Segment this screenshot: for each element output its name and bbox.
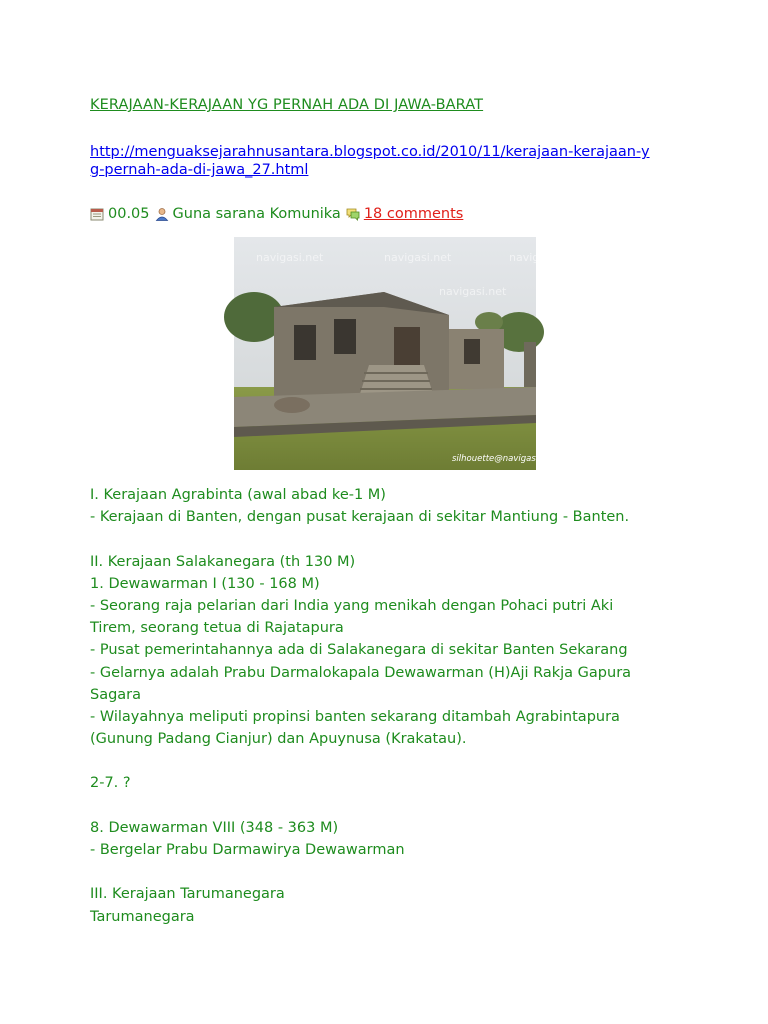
- text-line: Tirem, seorang tetua di Rajatapura: [90, 620, 344, 637]
- post-author[interactable]: Guna sarana Komunika: [172, 206, 341, 222]
- blank-line: [90, 861, 730, 883]
- text-line: 8. Dewawarman VIII (348 - 363 M): [90, 819, 339, 836]
- text-line: - Bergelar Prabu Darmawirya Dewawarman: [90, 842, 405, 858]
- article-body: [90, 484, 730, 928]
- text-line: - Gelarnya adalah Prabu Darmalokapala Dewawarman (H)Aji Rakja Gapura: [90, 664, 632, 681]
- blank-line: [90, 528, 730, 550]
- text-line: (Gunung Padang Cianjur) dan Apuynusa (Krakatau).: [90, 731, 467, 748]
- ruins-photo: [234, 237, 577, 470]
- text-line: - Pusat pemerintahannya ada di Salakanegara di sekitar Banten Sekarang: [90, 642, 628, 659]
- blank-line: [90, 750, 730, 772]
- text-line: - Kerajaan di Banten, dengan pusat kerajaan di sekitar Mantiung - Banten.: [90, 509, 630, 526]
- post-time: 00.05: [108, 206, 150, 222]
- photo-graphic: [234, 237, 577, 470]
- calendar-icon: [90, 207, 104, 221]
- comment-icon: [346, 207, 360, 221]
- text-line: Sagara: [90, 686, 142, 703]
- blank-line: [90, 795, 730, 817]
- post-meta: [90, 204, 463, 224]
- text-line: Tarumanegara: [90, 908, 195, 925]
- text-line: III. Kerajaan Tarumanegara: [90, 886, 285, 903]
- watermark-text: navigasi.net: [384, 251, 452, 264]
- watermark-text: navigasi.net: [256, 251, 324, 264]
- page-title[interactable]: KERAJAAN-KERAJAAN YG PERNAH ADA DI JAWA-BARAT: [90, 97, 484, 113]
- text-line: 1. Dewawarman I (130 - 168 M): [90, 575, 320, 592]
- text-line: - Wilayahnya meliputi propinsi banten sekarang ditambah Agrabintapura: [90, 708, 620, 725]
- source-link[interactable]: http://menguaksejarahnusantara.blogspot.co.id/2010/11/kerajaan-kerajaan-yg-pernah-ada-di-jawa_27.html: [90, 144, 650, 178]
- watermark-text: navigasi.net: [439, 285, 507, 298]
- photo-caption: silhouette@navigasi.net: [452, 454, 555, 464]
- text-line: 2-7. ?: [90, 775, 131, 792]
- comments-link[interactable]: 18 comments: [363, 206, 464, 222]
- user-icon: [155, 207, 169, 221]
- text-line: I. Kerajaan Agrabinta (awal abad ke-1 M): [90, 487, 386, 503]
- text-line: II. Kerajaan Salakanegara (th 130 M): [90, 553, 356, 570]
- text-line: - Seorang raja pelarian dari India yang menikah dengan Pohaci putri Aki: [90, 597, 614, 614]
- watermark-text: navigasi.net: [509, 251, 577, 264]
